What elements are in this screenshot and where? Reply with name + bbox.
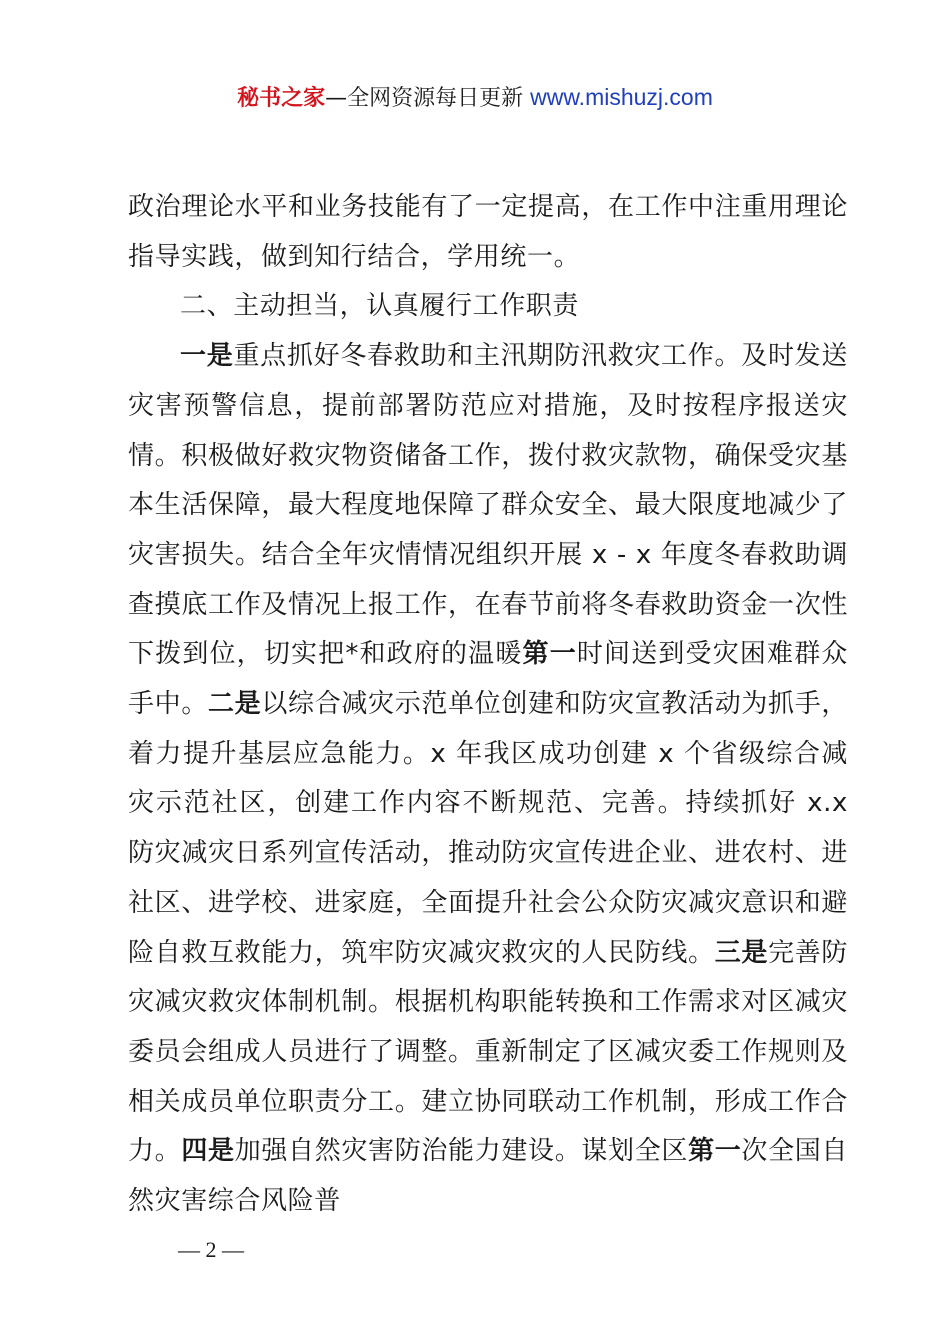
- item-text-4: 加强自然灾害防治能力建设。谋划全区: [234, 1136, 689, 1167]
- item-marker-4: 四是: [181, 1136, 235, 1167]
- item-text-2: 以综合减灾示范单位创建和防灾宣教活动为抓手，着力提升基层应急能力。x 年我区成功创建 x 个省级综合减灾示范社区，创建工作内容不断规范、完善。持续抓好 x.x 防灾减灾日系列宣传活动，推动防灾宣传进企业、进农村、进社区、进学校、进家庭，全面提升社会公众防灾减灾意识和避险自救互救能力，筑牢防灾减灾救灾的人民防线。: [128, 689, 848, 968]
- bold-term: 第一: [522, 639, 577, 670]
- item-marker-2: 二是: [208, 689, 262, 720]
- bold-term: 第一: [688, 1136, 742, 1167]
- item-text-4-tail: 次全国自然灾害综合风险普: [128, 1136, 849, 1217]
- site-header: [0, 82, 950, 114]
- site-url-link[interactable]: www.mishuzj.com: [530, 84, 713, 110]
- header-tagline: —全网资源每日更新: [325, 86, 524, 111]
- paragraph-duties: [128, 332, 848, 1227]
- section-heading: 二、主动担当，认真履行工作职责: [180, 291, 580, 322]
- brand-name: 秘书之家: [237, 86, 326, 111]
- document-body: [128, 183, 848, 1227]
- item-text-1: 重点抓好冬春救助和主汛期防汛救灾工作。及时发送灾害预警信息，提前部署防范应对措施，及时按程序报送灾情。积极做好救灾物资储备工作，拨付救灾款物，确保受灾基本生活保障，最大程度地保障了群众安全、最大限度地减少了灾害损失。结合全年灾情情况组织开展 x - x 年度冬春救助调查摸底工作及情况上报工作，在春节前将冬春救助资金一次性下拨到位，切实把*和政府的温暖: [128, 341, 848, 670]
- item-marker-3: 三是: [714, 937, 769, 968]
- item-text-3: 完善防灾减灾救灾体制机制。根据机构职能转换和工作需求对区减灾委员会组成人员进行了调整。重新制定了区减灾委工作规则及相关成员单位职责分工。建立协同联动工作机制，形成工作合力。: [128, 937, 848, 1167]
- paragraph-continuation: 政治理论水平和业务技能有了一定提高，在工作中注重用理论指导实践，做到知行结合，学用统一。: [128, 192, 848, 272]
- item-text-1-tail: 时间送到受灾困难群众手中。: [128, 639, 848, 720]
- item-marker-1: 一是: [180, 341, 234, 372]
- page-number: — 2 —: [178, 1237, 244, 1262]
